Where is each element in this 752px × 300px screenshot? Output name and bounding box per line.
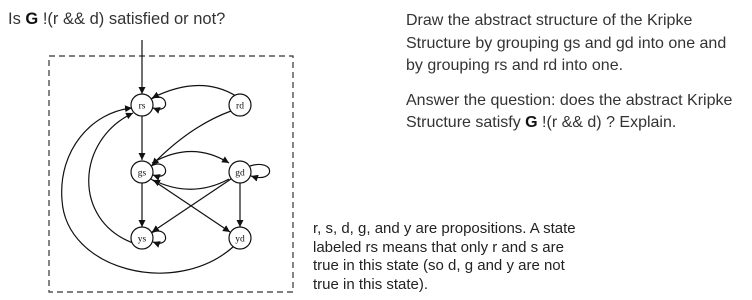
- question-formula: !(r && d) satisfied or not?: [38, 10, 226, 28]
- state-rs-label: rs: [138, 101, 146, 112]
- state-ys: [131, 227, 153, 249]
- question-operator: G: [25, 10, 39, 28]
- instruction-answer-prefix: Answer the question: does the abstract Kripke Structure satisfy: [406, 91, 733, 131]
- state-rd-label: rd: [236, 101, 244, 112]
- edge-rd-rs: [152, 85, 236, 98]
- instruction-draw: Draw the abstract structure of the Kripke Structure by grouping gs and gd into one and by grouping rs and rd into one.: [406, 12, 727, 74]
- state-gs-label: gs: [137, 168, 147, 179]
- state-rd: [229, 94, 251, 116]
- state-rs: [131, 94, 153, 116]
- edge-yd-rs: [62, 108, 233, 273]
- state-yd: [229, 227, 251, 249]
- state-ys-label: ys: [137, 234, 147, 245]
- dashed-boundary: [49, 56, 293, 292]
- question-prefix: Is: [8, 10, 26, 28]
- instruction-answer: [406, 90, 746, 135]
- state-gd-label: gd: [235, 168, 245, 179]
- loop-gd: [250, 164, 270, 177]
- state-gd: [229, 161, 251, 183]
- propositions-note: r, s, d, g, and y are propositions. A state labeled rs means that only r and s are true in this state (so d, g and y are not true in this state).: [313, 220, 576, 293]
- instructions-panel: [406, 10, 746, 135]
- instruction-answer-operator: G: [525, 114, 538, 131]
- instruction-answer-suffix: !(r && d) ? Explain.: [537, 114, 677, 131]
- state-yd-label: yd: [235, 234, 245, 245]
- edge-ys-rs: [89, 113, 133, 243]
- state-gs: [131, 161, 153, 183]
